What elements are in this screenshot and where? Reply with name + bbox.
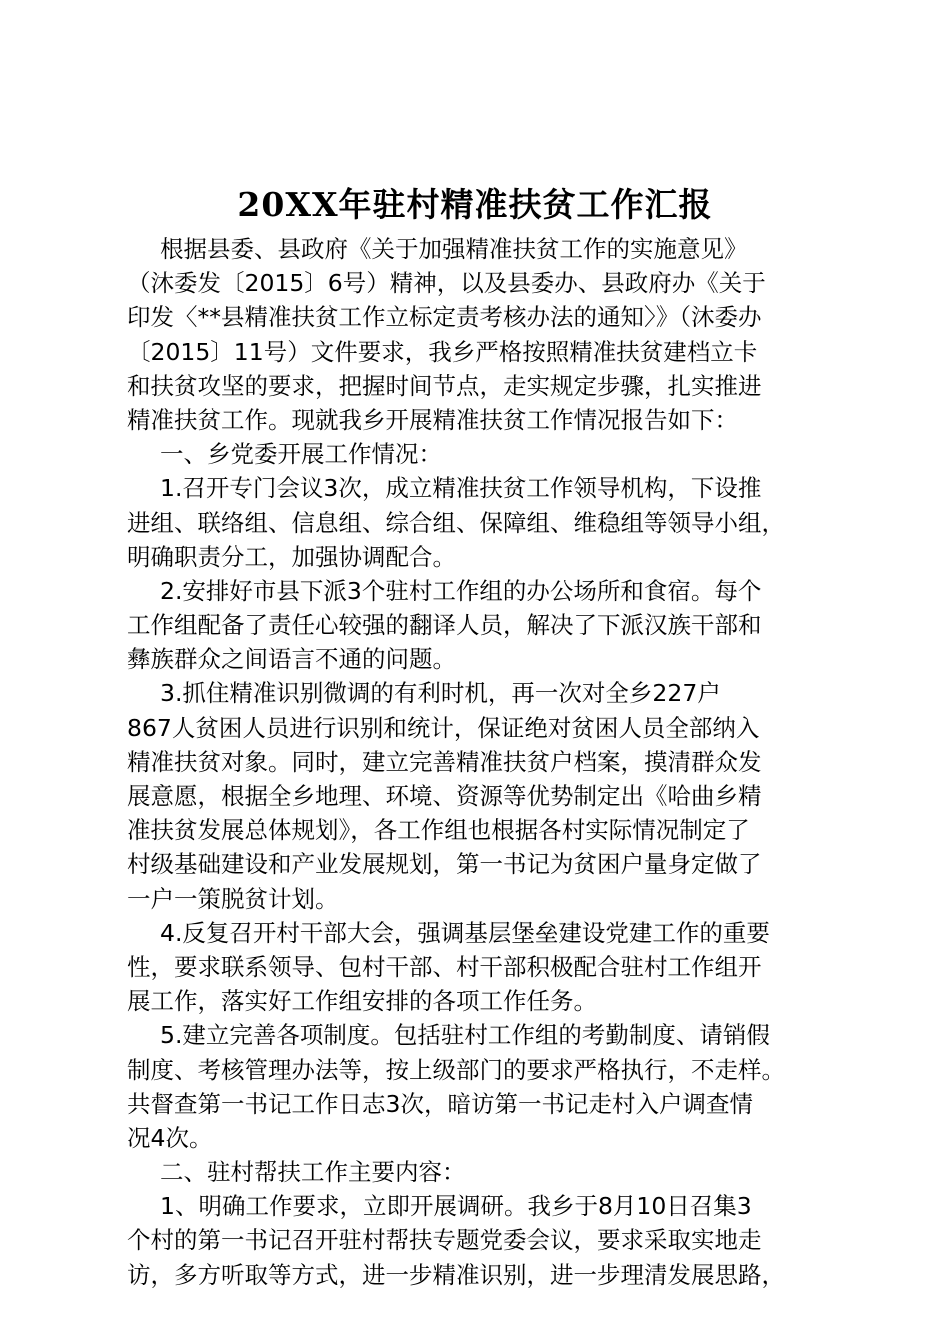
section-heading: 二、驻村帮扶工作主要内容： [160, 1158, 466, 1187]
paragraph-line: 况4次。 [127, 1123, 213, 1152]
paragraph-line: 工作组配备了责任心较强的翻译人员，解决了下派汉族干部和 [127, 611, 762, 640]
document-body [127, 232, 839, 1292]
paragraph-line: 4.反复召开村干部大会，强调基层堡垒建设党建工作的重要 [160, 918, 770, 947]
paragraph-line: 访，多方听取等方式，进一步精准识别，进一步理清发展思路， [127, 1260, 785, 1289]
paragraph-line: 精准扶贫工作。现就我乡开展精准扶贫工作情况报告如下： [127, 405, 738, 434]
paragraph-line: 精准扶贫对象。同时，建立完善精准扶贫户档案，摸清群众发 [127, 747, 762, 776]
document-title: 20XX年驻村精准扶贫工作汇报 [237, 185, 713, 224]
paragraph-line: 彝族群众之间语言不通的问题。 [127, 645, 456, 674]
paragraph-line: 一户一策脱贫计划。 [127, 884, 339, 913]
paragraph-line: 2.安排好市县下派3个驻村工作组的办公场所和食宿。每个 [160, 576, 762, 605]
paragraph-line: （沐委发〔2015〕6号）精神，以及县委办、县政府办《关于 [127, 269, 766, 298]
paragraph-line: 进组、联络组、信息组、综合组、保障组、维稳组等领导小组， [127, 508, 785, 537]
paragraph-line: 〔2015〕11号）文件要求，我乡严格按照精准扶贫建档立卡 [127, 337, 758, 366]
paragraph-line: 个村的第一书记召开驻村帮扶专题党委会议，要求采取实地走 [127, 1226, 762, 1255]
paragraph-line: 根据县委、县政府《关于加强精准扶贫工作的实施意见》 [160, 235, 748, 263]
paragraph-line: 制度、考核管理办法等，按上级部门的要求严格执行，不走样。 [127, 1055, 785, 1084]
paragraph-line: 准扶贫发展总体规划》，各工作组也根据各村实际情况制定了 [127, 816, 750, 845]
paragraph-line: 印发〈**县精准扶贫工作立标定责考核办法的通知〉》（沐委办 [127, 303, 762, 332]
paragraph-line: 3.抓住精准识别微调的有利时机，再一次对全乡227户 [160, 679, 721, 708]
paragraph-line: 1、明确工作要求，立即开展调研。我乡于8月10日召集3 [160, 1192, 752, 1221]
paragraph-line: 展工作，落实好工作组安排的各项工作任务。 [127, 987, 597, 1016]
paragraph-line: 明确职责分工，加强协调配合。 [127, 542, 456, 571]
paragraph-line: 展意愿，根据全乡地理、环境、资源等优势制定出《哈曲乡精 [127, 782, 762, 810]
paragraph-line: 村级基础建设和产业发展规划，第一书记为贫困户量身定做了 [127, 850, 762, 879]
paragraph-line: 和扶贫攻坚的要求，把握时间节点，走实规定步骤，扎实推进 [127, 371, 762, 400]
paragraph-line: 性，要求联系领导、包村干部、村干部积极配合驻村工作组开 [127, 952, 762, 981]
paragraph-line: 867人贫困人员进行识别和统计，保证绝对贫困人员全部纳入 [127, 713, 760, 742]
paragraph-line: 共督查第一书记工作日志3次，暗访第一书记走村入户调查情 [127, 1089, 753, 1118]
section-heading: 一、乡党委开展工作情况： [160, 440, 442, 469]
paragraph-line: 1.召开专门会议3次，成立精准扶贫工作领导机构，下设推 [160, 474, 762, 503]
paragraph-line: 5.建立完善各项制度。包括驻村工作组的考勤制度、请销假 [160, 1021, 770, 1050]
